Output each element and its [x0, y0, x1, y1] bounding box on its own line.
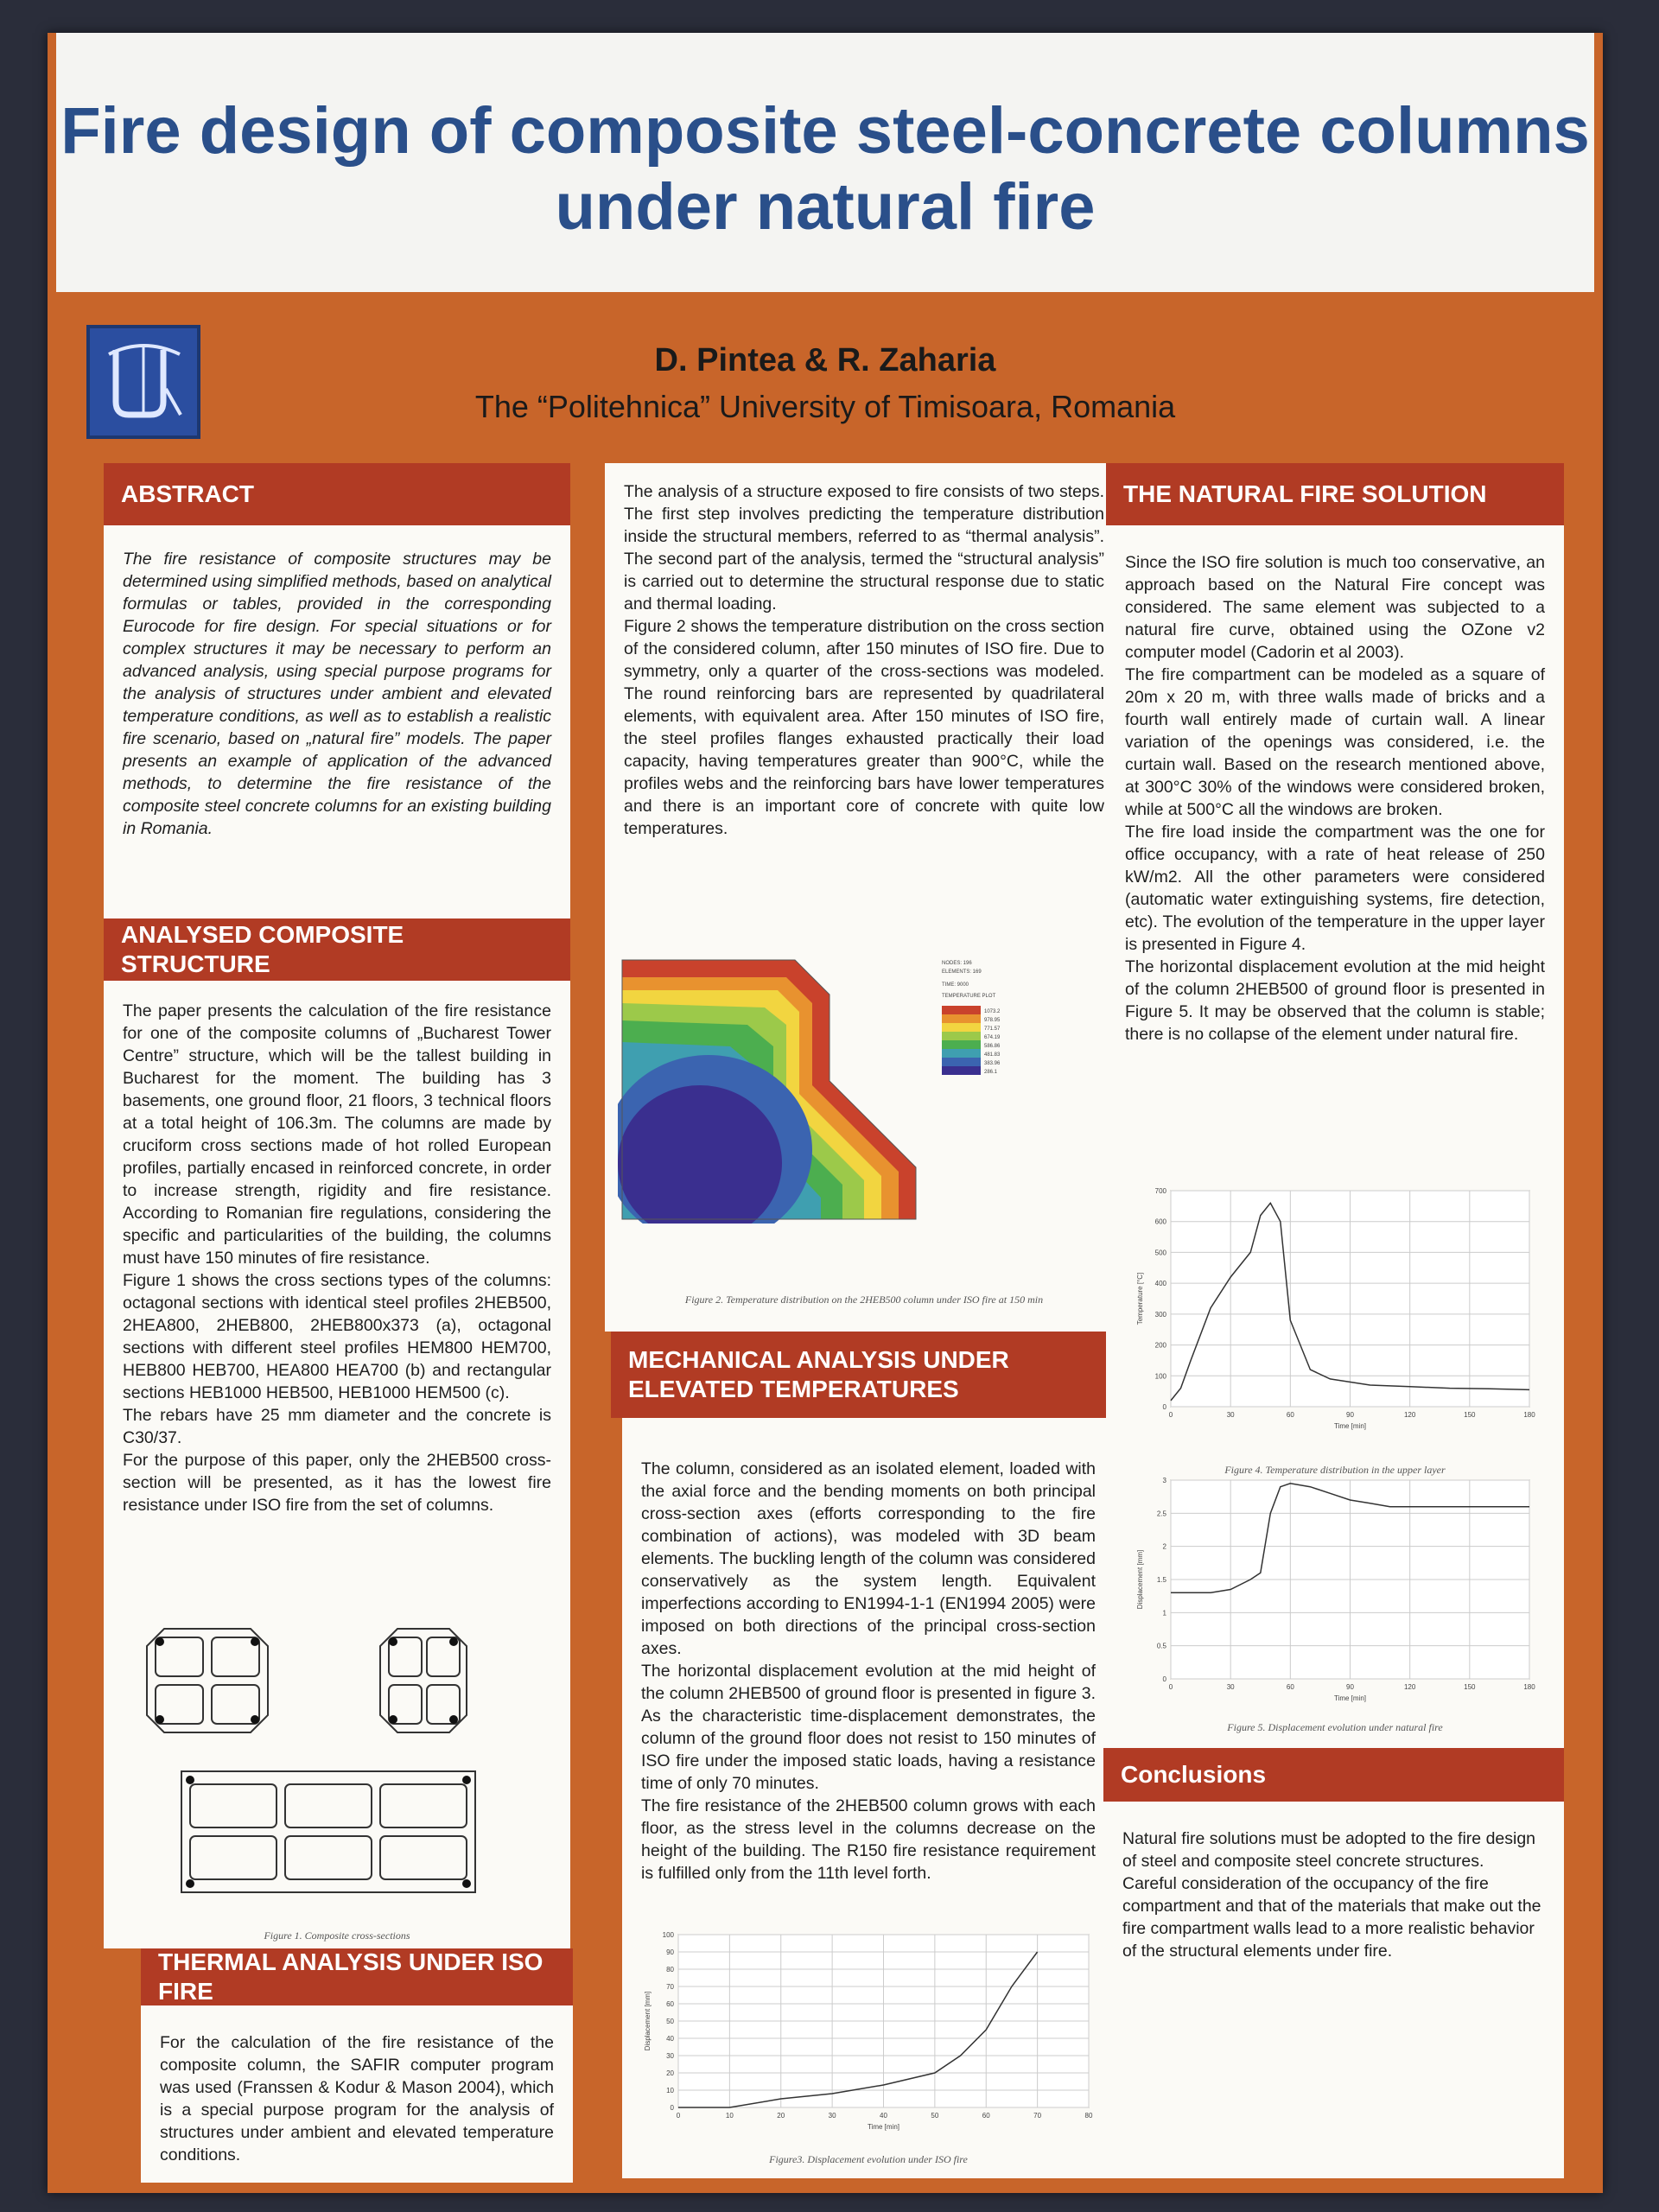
conclusions-heading: Conclusions: [1103, 1748, 1564, 1802]
conclusions-panel: [1103, 1802, 1564, 2178]
y-axis-label: Displacement [mm]: [1136, 1549, 1144, 1610]
x-axis-label: Time [min]: [1333, 1422, 1367, 1430]
x-tick-label: 30: [1226, 1411, 1235, 1419]
natural-fire-panel: [1106, 525, 1564, 1748]
x-axis-label: Time [min]: [1333, 1694, 1367, 1702]
y-tick-label: 400: [1154, 1280, 1166, 1288]
legend-value: 978.95: [984, 1018, 1001, 1023]
figure2-caption: Figure 2. Temperature distribution on the 2HEB500 column under ISO fire at 150 min: [684, 1294, 1044, 1306]
mechanical-panel: [622, 1418, 1115, 2178]
y-tick-label: 40: [666, 2035, 674, 2043]
y-tick-label: 200: [1154, 1341, 1166, 1350]
thermal-analysis-text: The analysis of a structure exposed to fire consists of two steps. The first step involves predicting the temperature distribution inside the structural members, referred to as “thermal analysis”. The second part of the analysis, termed the “structural analysis” is carried out to determine the structural response due to static and thermal loading. Figure 2 shows the temperature distribution on the cross section of the considered column, after 150 minutes of ISO fire. Due to symmetry, only a quarter of the cross-sections was modeled. The round reinforcing bars are represented by quadrilateral elements, with equivalent area. After 150 minutes of ISO fire, the steel profiles flanges exhausted practically their load capacity, having temperatures greater than 900°C, while the profiles webs and the reinforcing bars have lower temperatures and there is an important core of concrete with quite low temperatures.: [624, 482, 1104, 838]
figure4-caption: Figure 4. Temperature distribution in the upper layer: [1224, 1464, 1446, 1476]
legend-value: 674.19: [984, 1035, 1001, 1040]
legend-elements: ELEMENTS: 169: [942, 969, 982, 975]
y-tick-label: 0.5: [1156, 1642, 1166, 1650]
y-tick-label: 0: [1162, 1675, 1166, 1683]
analysed-text: The paper presents the calculation of the fire resistance for one of the composite columns of „Bucharest Tower Centre” structure, which will be the tallest building in Bucharest for the moment. The building has 3 basements, one ground floor, 21 floors, 3 technical floors at a total height of 106.3m. The columns are made by cruciform cross sections made of hot rolled European profiles, partially encased in reinforced concrete, in order to increase strength, rigidity and fire resistance. According to Romanian fire regulations, considering the specific and particularities of the building, the columns must have 150 minutes of fire resistance. Figure 1 shows the cross sections types of the columns: octagonal sections with identical steel profiles 2HEB500, 2HEA800, 2HEB800, 2HEB800x373 (a), octagonal sections with different steel profiles HEM800 HEM700, HEB800 HEB700, HEA800 HEA700 (b) and rectangular sections HEB1000 HEB500, HEB1000 HEM500 (c). The rebars have 25 mm diameter and the concrete is C30/37. For the purpose of this paper, only the 2HEB500 cross-section will be presented, as it has the lowest fire resistance under ISO fire from the set of columns.: [123, 1001, 551, 1515]
poster: [48, 33, 1603, 2193]
analysed-heading: ANALYSED COMPOSITE STRUCTURE: [104, 918, 570, 981]
x-tick-label: 120: [1403, 1683, 1416, 1691]
x-tick-label: 30: [828, 2112, 836, 2120]
x-axis-label: Time [min]: [867, 2123, 900, 2131]
legend-value: 771.57: [984, 1027, 1001, 1032]
abstract-panel: [104, 525, 570, 918]
legend-value: 1073.2: [984, 1009, 1001, 1014]
x-tick-label: 0: [676, 2112, 681, 2120]
legend-value: 481.83: [984, 1052, 1001, 1058]
y-tick-label: 3: [1162, 1477, 1166, 1484]
y-tick-label: 50: [666, 2018, 674, 2025]
x-tick-label: 0: [1168, 1683, 1173, 1691]
y-tick-label: 70: [666, 1983, 674, 1991]
y-tick-label: 700: [1154, 1187, 1166, 1195]
y-axis-label: Temperature [°C]: [1136, 1272, 1144, 1325]
x-tick-label: 90: [1346, 1683, 1354, 1691]
y-tick-label: 600: [1154, 1217, 1166, 1226]
abstract-heading: ABSTRACT: [104, 463, 570, 525]
temperature-distribution-figure: [618, 956, 1110, 1224]
y-tick-label: 300: [1154, 1310, 1166, 1319]
x-tick-label: 40: [880, 2112, 887, 2120]
mechanical-text: The column, considered as an isolated element, loaded with the axial force and the bending moments on both principal cross-section axes (efforts corresponding to the fire combination of actions), was modeled with 3D beam elements. The buckling length of the column was considered conservatively as the system length. Equivalent imperfections according to EN1994-1-1 (EN1994 2005) were imposed on both directions of the principal cross-section axes. The horizontal displacement evolution at the mid height of the column 2HEB500 of ground floor is presented in figure 3. As the characteristic time-displacement demonstrates, the column of the ground floor does not resist to 150 minutes of ISO fire under the imposed static loads, having a resistance time of only 70 minutes. The fire resistance of the 2HEB500 column grows with each floor, as the stress level in the columns decrease on the height of the building. The R150 fire resistance requirement is fulfilled only from the 11th level forth.: [641, 1459, 1096, 1883]
title-bar: [56, 33, 1594, 292]
x-tick-label: 0: [1168, 1411, 1173, 1419]
y-tick-label: 1.5: [1156, 1576, 1166, 1584]
y-tick-label: 90: [666, 1948, 674, 1956]
abstract-text: The fire resistance of composite structures may be determined using simplified methods, based on analytical formulas or tables, provided in the corresponding Eurocode for fire design. For special situations or for complex structures it may be necessary to perform an advanced analysis, using special purpose programs for the analysis of structures under ambient and elevated temperature conditions, as well as to establish a realistic fire scenario, based on „natural fire” models. The paper presents an example of application of the advanced methods, to determine the fire resistance of the composite steel concrete columns for an existing building in Romania.: [123, 550, 551, 838]
cross-sections-figure: [138, 1620, 544, 1905]
legend-nodes: NODES: 196: [942, 961, 972, 966]
thermal-text: For the calculation of the fire resistance of the composite column, the SAFIR computer program was used (Franssen & Kodur & Mason 2004), which is a special purpose program for the analysis of structures under ambient and elevated temperature conditions.: [160, 2033, 554, 2164]
figure1-caption: Figure 1. Composite cross-sections: [264, 1929, 410, 1942]
y-tick-label: 20: [666, 2069, 674, 2077]
x-tick-label: 60: [1286, 1683, 1294, 1691]
y-tick-label: 100: [1154, 1372, 1166, 1381]
legend-value: 586.86: [984, 1044, 1001, 1049]
thermal-heading: THERMAL ANALYSIS UNDER ISO FIRE: [141, 1948, 573, 2005]
x-tick-label: 150: [1464, 1411, 1476, 1419]
mechanical-heading: MECHANICAL ANALYSIS UNDER ELEVATED TEMPERATURES: [611, 1332, 1121, 1418]
chart-displacement-iso: [639, 1926, 1097, 2133]
middle-panel: [605, 463, 1123, 1332]
y-tick-label: 60: [666, 2000, 674, 2008]
y-axis-label: Displacement [mm]: [644, 1991, 652, 2051]
x-tick-label: 50: [931, 2112, 939, 2120]
x-tick-label: 120: [1403, 1411, 1416, 1419]
y-tick-label: 80: [666, 1966, 674, 1974]
poster-title: Fire design of composite steel-concrete columns under natural fire: [60, 94, 1590, 244]
natural-fire-text: Since the ISO fire solution is much too conservative, an approach based on the Natural Fire concept was considered. The same element was subjected to a natural fire curve, obtained using the OZone v2 computer model (Cadorin et al 2003). The fire compartment can be modeled as a square of 20m x 20 m, with three walls made of bricks and a fourth wall entirely made of curtain wall. A linear variation of the openings was considered, i.e. the curtain wall. Based on the research mentioned above, at 300°C 30% of the windows were considered broken, while at 500°C all the windows are broken. The fire load inside the compartment was the one for office occupancy, with a rate of heat release of 250 kW/m2. All the other parameters were considered (automatic water extinguishing systems, fire detection, etc). The evolution of the temperature in the upper layer is presented in Figure 4. The horizontal displacement evolution at the mid height of the column 2HEB500 of ground floor is presented in Figure 5. It may be observed that the column is stable; there is no collapse of the element under natural fire.: [1125, 553, 1545, 1044]
chart-displacement-natural: [1132, 1471, 1538, 1705]
figure3-caption: Figure3. Displacement evolution under ISO fire: [769, 2153, 968, 2165]
x-tick-label: 20: [777, 2112, 785, 2120]
legend-value: 383.96: [984, 1061, 1001, 1066]
legend-time: TIME: 9000: [942, 982, 969, 988]
x-tick-label: 180: [1523, 1411, 1535, 1419]
x-tick-label: 60: [1286, 1411, 1294, 1419]
x-tick-label: 30: [1226, 1683, 1235, 1691]
analysed-panel: [104, 981, 570, 1948]
x-tick-label: 180: [1523, 1683, 1535, 1691]
x-tick-label: 10: [725, 2112, 734, 2120]
conclusions-text: Natural fire solutions must be adopted to the fire design of steel and composite steel concrete structures. Careful consideration of the occupancy of the fire compartment and that of the materials that make out the fire compartment walls lead to a more realistic behavior of the structural elements under fire.: [1122, 1829, 1541, 1961]
x-tick-label: 70: [1033, 2112, 1042, 2120]
y-tick-label: 100: [662, 1931, 674, 1939]
figure5-caption: Figure 5. Displacement evolution under natural fire: [1227, 1721, 1443, 1733]
y-tick-label: 1: [1162, 1609, 1166, 1618]
y-tick-label: 0: [1162, 1403, 1166, 1411]
x-tick-label: 90: [1346, 1411, 1354, 1419]
thermal-panel: [141, 2005, 573, 2183]
y-tick-label: 30: [666, 2052, 674, 2060]
y-tick-label: 0: [670, 2104, 674, 2112]
x-tick-label: 150: [1464, 1683, 1476, 1691]
x-tick-label: 60: [982, 2112, 990, 2120]
affiliation: The “Politehnica” University of Timisoara, Romania: [474, 389, 1176, 424]
y-tick-label: 2.5: [1156, 1510, 1166, 1518]
authors: D. Pintea & R. Zaharia: [654, 342, 996, 378]
y-tick-label: 500: [1154, 1249, 1166, 1257]
legend-value: 286.1: [984, 1070, 998, 1075]
legend-title: TEMPERATURE PLOT: [942, 994, 996, 999]
y-tick-label: 10: [666, 2087, 674, 2094]
x-tick-label: 80: [1084, 2112, 1093, 2120]
y-tick-label: 2: [1162, 1542, 1166, 1551]
chart-temperature-upper-layer: [1132, 1182, 1538, 1433]
natural-fire-heading: THE NATURAL FIRE SOLUTION: [1106, 463, 1564, 525]
